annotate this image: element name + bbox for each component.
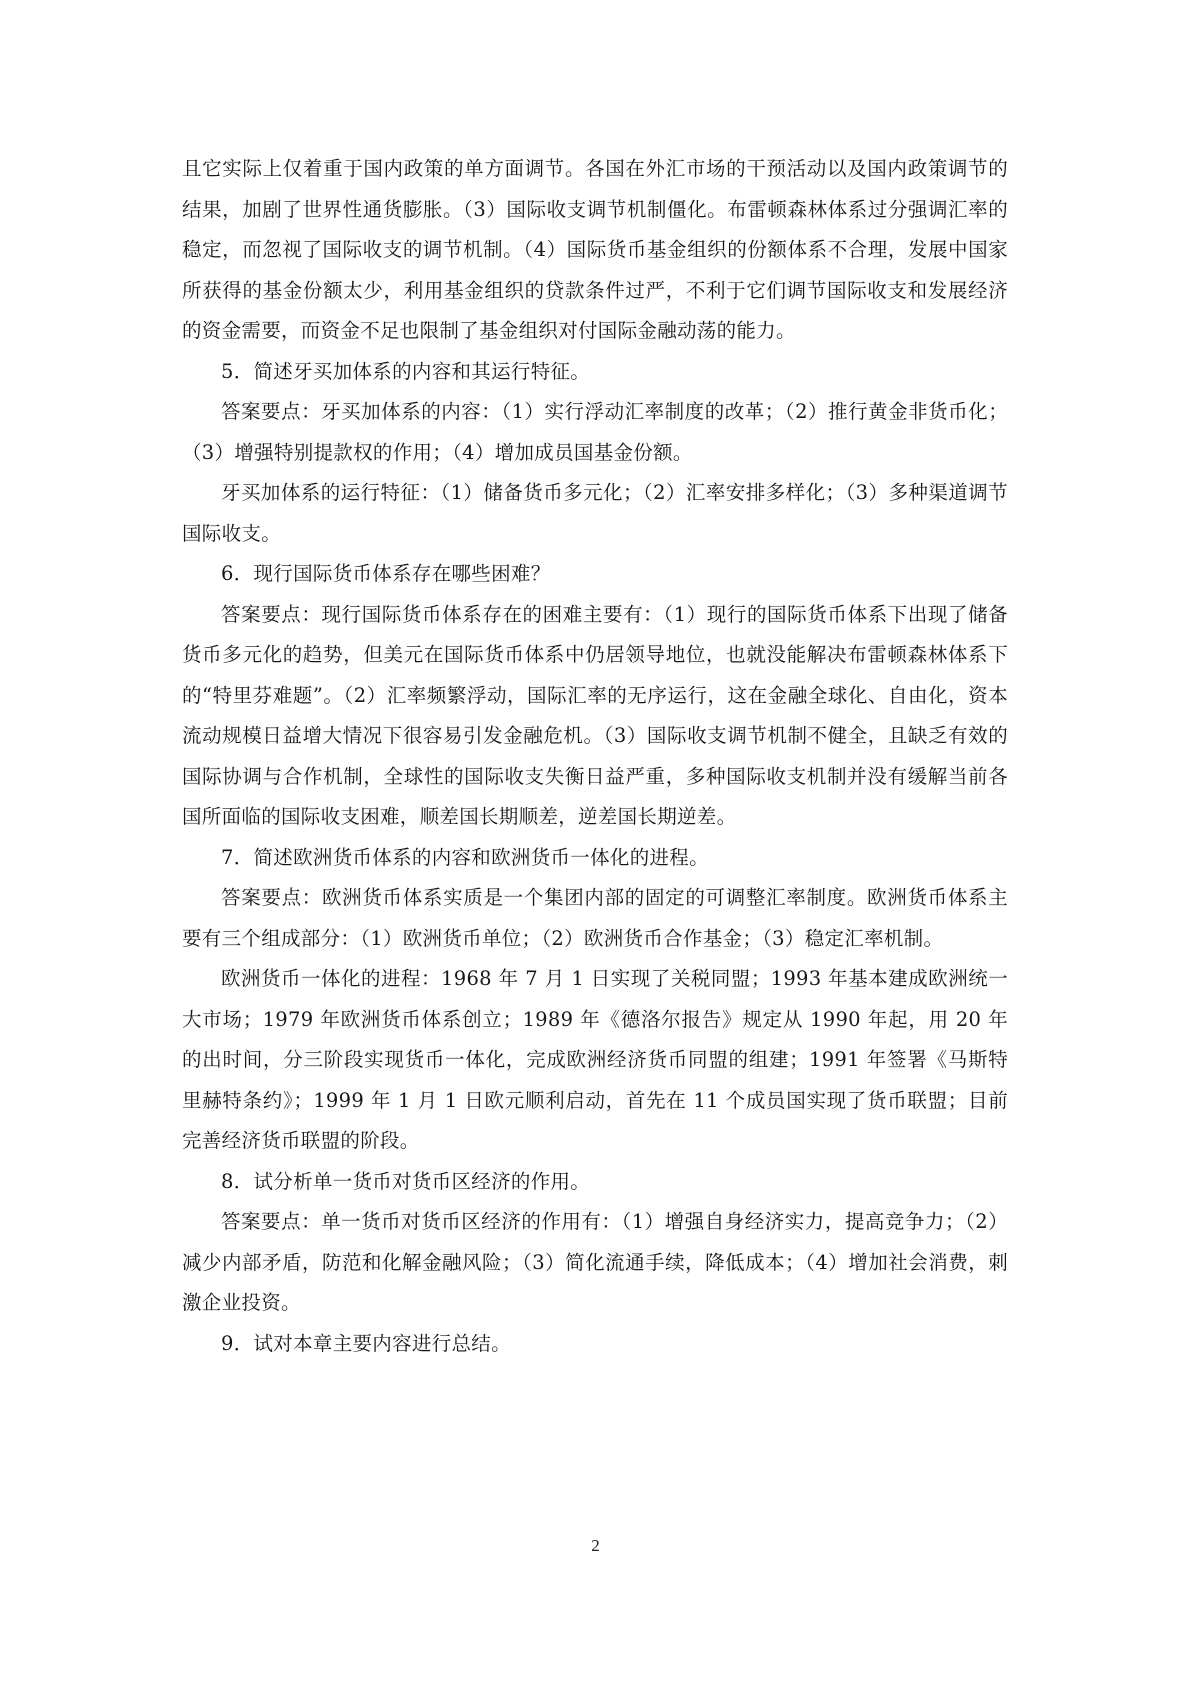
answer-5-content: 答案要点：牙买加体系的内容：（1）实行浮动汇率制度的改革；（2）推行黄金非货币化；（3）增强特别提款权的作用；（4）增加成员国基金份额。 — [182, 400, 1008, 464]
question-8: 8．试分析单一货币对货币区经济的作用。 — [221, 1169, 591, 1193]
answer-7-process: 欧洲货币一体化的进程：1968 年 7 月 1 日实现了关税同盟；1993 年基本建成欧洲统一大市场；1979 年欧洲货币体系创立；1989 年《德洛尔报告》规定从 1990 年起，用 20 年的出时间，分三阶段实现货币一体化，完成欧洲经济货币同盟的组建；1991 年签署《马斯特里赫特条约》；1999 年 1 月 1 日欧元顺利启动，首先在 11 个成员国实现了货币联盟；目前完善经济货币联盟的阶段。 — [182, 967, 1008, 1152]
answer-7-system: 答案要点：欧洲货币体系实质是一个集团内部的固定的可调整汇率制度。欧洲货币体系主要有三个组成部分：（1）欧洲货币单位；（2）欧洲货币合作基金；（3）稳定汇率机制。 — [182, 886, 1008, 950]
continuation-paragraph: 且它实际上仅着重于国内政策的单方面调节。各国在外汇市场的干预活动以及国内政策调节的结果，加剧了世界性通货膨胀。（3）国际收支调节机制僵化。布雷顿森林体系过分强调汇率的稳定，而忽视了国际收支的调节机制。（4）国际货币基金组织的份额体系不合理，发展中国家所获得的基金份额太少，利用基金组织的贷款条件过严，不利于它们调节国际收支和发展经济的资金需要，而资金不足也限制了基金组织对付国际金融动荡的能力。 — [182, 157, 1008, 342]
document-body — [182, 149, 1008, 1364]
answer-8: 答案要点：单一货币对货币区经济的作用有：（1）增强自身经济实力，提高竞争力；（2）减少内部矛盾，防范和化解金融风险；（3）简化流通手续，降低成本；（4）增加社会消费，刺激企业投资。 — [182, 1210, 1008, 1314]
question-7: 7．简述欧洲货币体系的内容和欧洲货币一体化的进程。 — [221, 845, 709, 869]
question-5: 5．简述牙买加体系的内容和其运行特征。 — [221, 359, 591, 383]
answer-5-features: 牙买加体系的运行特征：（1）储备货币多元化；（2）汇率安排多样化；（3）多种渠道调节国际收支。 — [182, 481, 1008, 545]
question-9: 9．试对本章主要内容进行总结。 — [221, 1331, 511, 1355]
answer-6: 答案要点：现行国际货币体系存在的困难主要有：（1）现行的国际货币体系下出现了储备货币多元化的趋势，但美元在国际货币体系中仍居领导地位，也就没能解决布雷顿森林体系下的“特里芬难题”。（2）汇率频繁浮动，国际汇率的无序运行，这在金融全球化、自由化，资本流动规模日益增大情况下很容易引发金融危机。（3）国际收支调节机制不健全，且缺乏有效的国际协调与合作机制，全球性的国际收支失衡日益严重，多种国际收支机制并没有缓解当前各国所面临的国际收支困难，顺差国长期顺差，逆差国长期逆差。 — [182, 602, 1008, 828]
question-6: 6．现行国际货币体系存在哪些困难？ — [221, 562, 551, 585]
page-number: 2 — [591, 1536, 600, 1555]
